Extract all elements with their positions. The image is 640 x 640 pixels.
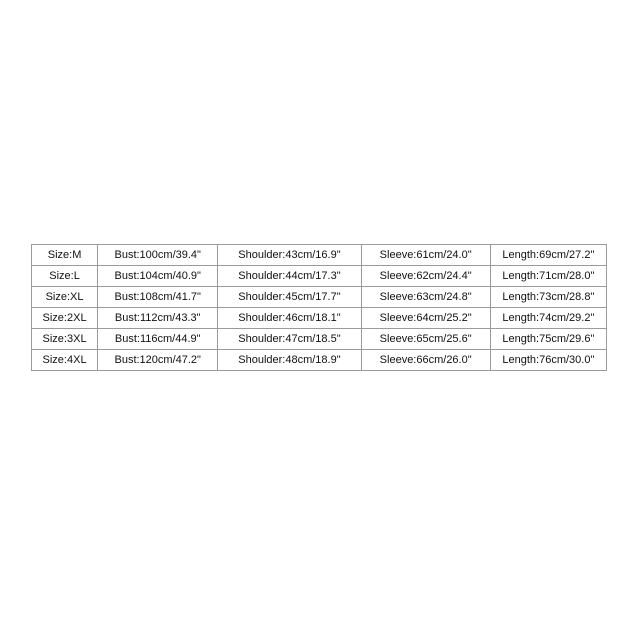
length-cell: Length:75cm/29.6": [490, 329, 606, 350]
table-row: [32, 329, 607, 350]
sleeve-cell: Sleeve:65cm/25.6": [361, 329, 490, 350]
table-row: [32, 350, 607, 371]
bust-cell: Bust:120cm/47.2": [98, 350, 218, 371]
bust-cell: Bust:100cm/39.4": [98, 245, 218, 266]
sleeve-cell: Sleeve:63cm/24.8": [361, 287, 490, 308]
size-cell: Size:4XL: [32, 350, 98, 371]
table-row: [32, 308, 607, 329]
sleeve-cell: Sleeve:64cm/25.2": [361, 308, 490, 329]
size-cell: Size:2XL: [32, 308, 98, 329]
shoulder-cell: Shoulder:48cm/18.9": [218, 350, 361, 371]
shoulder-cell: Shoulder:46cm/18.1": [218, 308, 361, 329]
shoulder-cell: Shoulder:43cm/16.9": [218, 245, 361, 266]
bust-cell: Bust:112cm/43.3": [98, 308, 218, 329]
size-cell: Size:XL: [32, 287, 98, 308]
sleeve-cell: Sleeve:66cm/26.0": [361, 350, 490, 371]
bust-cell: Bust:104cm/40.9": [98, 266, 218, 287]
bust-cell: Bust:108cm/41.7": [98, 287, 218, 308]
length-cell: Length:71cm/28.0": [490, 266, 606, 287]
length-cell: Length:76cm/30.0": [490, 350, 606, 371]
shoulder-cell: Shoulder:47cm/18.5": [218, 329, 361, 350]
size-cell: Size:L: [32, 266, 98, 287]
table-row: [32, 266, 607, 287]
length-cell: Length:69cm/27.2": [490, 245, 606, 266]
shoulder-cell: Shoulder:44cm/17.3": [218, 266, 361, 287]
length-cell: Length:73cm/28.8": [490, 287, 606, 308]
sleeve-cell: Sleeve:61cm/24.0": [361, 245, 490, 266]
size-cell: Size:M: [32, 245, 98, 266]
size-cell: Size:3XL: [32, 329, 98, 350]
size-chart-table: [31, 244, 607, 371]
table-row: [32, 287, 607, 308]
table-row: [32, 245, 607, 266]
length-cell: Length:74cm/29.2": [490, 308, 606, 329]
shoulder-cell: Shoulder:45cm/17.7": [218, 287, 361, 308]
sleeve-cell: Sleeve:62cm/24.4": [361, 266, 490, 287]
bust-cell: Bust:116cm/44.9": [98, 329, 218, 350]
